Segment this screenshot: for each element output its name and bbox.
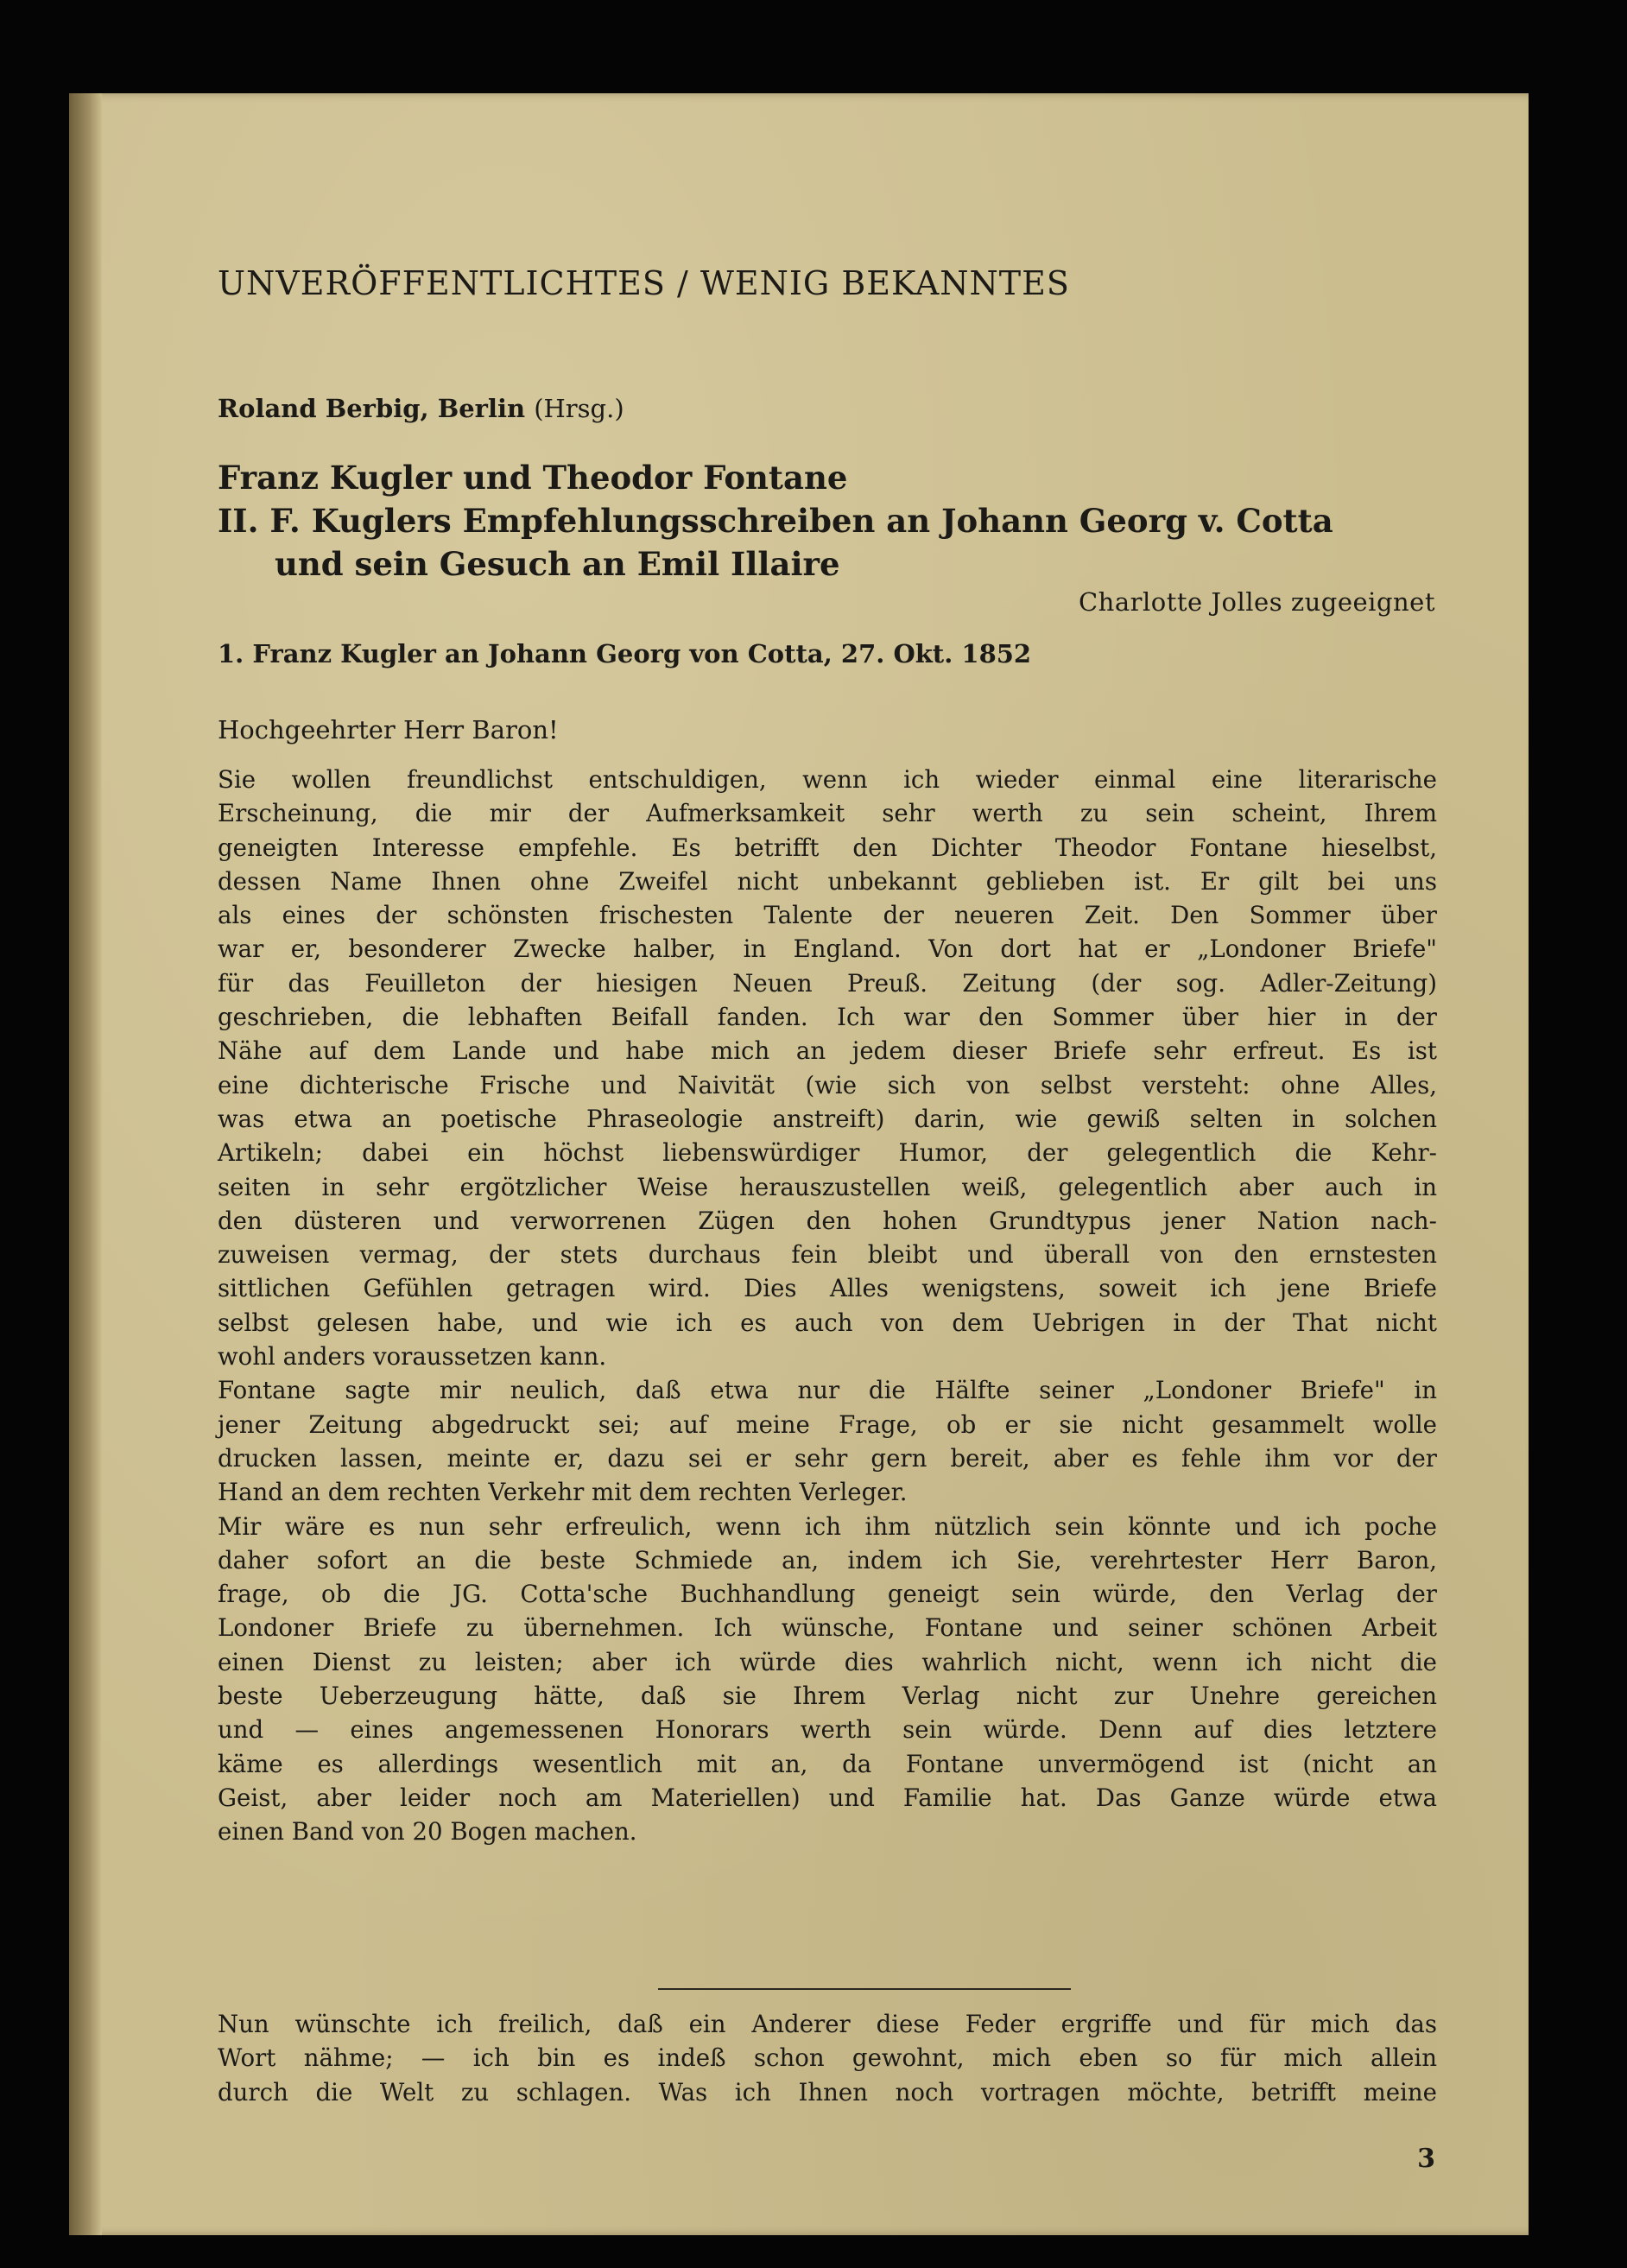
text-line: sittlichen Gefühlen getragen wird. Dies Alles wenigstens, soweit ich jene Briefe: [218, 1274, 1437, 1303]
text-line: Nähe auf dem Lande und habe mich an jedem dieser Briefe sehr erfreut. Es ist: [218, 1036, 1437, 1066]
editor-name: Roland Berbig, Berlin: [218, 394, 526, 423]
section-divider: [658, 1988, 1071, 1990]
editor-line: [218, 394, 624, 423]
salutation: Hochgeehrter Herr Baron!: [218, 715, 559, 744]
article-title-line: Franz Kugler und Theodor Fontane: [218, 459, 848, 497]
text-line: zuweisen vermag, der stets durchaus fein bleibt und überall von den ernstesten: [218, 1240, 1437, 1270]
text-line: war er, besonderer Zwecke halber, in England. Von dort hat er „Londoner Briefe": [218, 934, 1437, 964]
text-line: Erscheinung, die mir der Aufmerksamkeit sehr werth zu sein scheint, Ihrem: [218, 799, 1437, 828]
page-number: 3: [1417, 2144, 1435, 2174]
letter-continuation: [218, 2007, 1437, 2109]
text-line: was etwa an poetische Phraseologie anstreift) darin, wie gewiß selten in solchen: [218, 1104, 1437, 1133]
text-line: Londoner Briefe zu übernehmen. Ich wünsche, Fontane und seiner schönen Arbeit: [218, 1613, 1437, 1643]
text-line: einen Band von 20 Bogen machen.: [218, 1817, 637, 1847]
editor-role: (Hrsg.): [534, 394, 624, 423]
text-line: Mir wäre es nun sehr erfreulich, wenn ich ihm nützlich sein könnte und ich poche: [218, 1511, 1437, 1541]
text-line: daher sofort an die beste Schmiede an, indem ich Sie, verehrtester Herr Baron,: [218, 1545, 1437, 1574]
dedication: Charlotte Jolles zugeeignet: [1078, 587, 1435, 617]
text-line: drucken lassen, meinte er, dazu sei er sehr gern bereit, aber es fehle ihm vor der: [218, 1443, 1437, 1473]
text-line: Artikeln; dabei ein höchst liebenswürdiger Humor, der gelegentlich die Kehr-: [218, 1138, 1437, 1168]
text-line: frage, ob die JG. Cotta'sche Buchhandlung geneigt sein würde, den Verlag der: [218, 1580, 1437, 1609]
text-line: für das Feuilleton der hiesigen Neuen Preuß. Zeitung (der sog. Adler-Zeitung): [218, 968, 1437, 998]
article-title: [218, 456, 1333, 586]
text-line: Fontane sagte mir neulich, daß etwa nur die Hälfte seiner „Londoner Briefe" in: [218, 1376, 1437, 1405]
text-line: geschrieben, die lebhaften Beifall fanden. Ich war den Sommer über hier in der: [218, 1003, 1437, 1032]
letter-heading: 1. Franz Kugler an Johann Georg von Cotta, 27. Okt. 1852: [218, 639, 1032, 668]
text-line: beste Ueberzeugung hätte, daß sie Ihrem Verlag nicht zur Unehre gereichen: [218, 1682, 1437, 1711]
text-line: dessen Name Ihnen ohne Zweifel nicht unbekannt geblieben ist. Er gilt bei uns: [218, 866, 1437, 896]
text-line: wohl anders voraussetzen kann.: [218, 1342, 607, 1372]
text-line: jener Zeitung abgedruckt sei; auf meine Frage, ob er sie nicht gesammelt wolle: [218, 1410, 1437, 1439]
text-line: einen Dienst zu leisten; aber ich würde dies wahrlich nicht, wenn ich nicht die: [218, 1647, 1437, 1676]
text-line: und — eines angemessenen Honorars werth sein würde. Denn auf dies letztere: [218, 1715, 1437, 1745]
letter-body: [218, 763, 1437, 1849]
text-line: den düsteren und verworrenen Zügen den hohen Grundtypus jener Nation nach-: [218, 1206, 1437, 1235]
book-page: [69, 93, 1529, 2235]
section-title: UNVERÖFFENTLICHTES / WENIG BEKANNTES: [218, 264, 1070, 302]
text-line: eine dichterische Frische und Naivität (wie sich von selbst versteht: ohne Alles,: [218, 1070, 1437, 1099]
text-line: geneigten Interesse empfehle. Es betrifft den Dichter Theodor Fontane hieselbst,: [218, 833, 1437, 862]
text-line: Nun wünschte ich freilich, daß ein Anderer diese Feder ergriffe und für mich das: [218, 2010, 1437, 2038]
text-line: Geist, aber leider noch am Materiellen) und Familie hat. Das Ganze würde etwa: [218, 1783, 1437, 1812]
text-line: als eines der schönsten frischesten Talente der neueren Zeit. Den Sommer über: [218, 901, 1437, 930]
text-line: Hand an dem rechten Verkehr mit dem rechten Verleger.: [218, 1478, 908, 1507]
book-spine-shadow: [69, 93, 102, 2235]
text-line: Sie wollen freundlichst entschuldigen, wenn ich wieder einmal eine literarische: [218, 765, 1437, 794]
text-line: selbst gelesen habe, und wie ich es auch von dem Uebrigen in der That nicht: [218, 1308, 1437, 1337]
text-line: durch die Welt zu schlagen. Was ich Ihnen noch vortragen möchte, betrifft meine: [218, 2077, 1437, 2106]
text-line: Wort nähme; — ich bin es indeß schon gewohnt, mich eben so für mich allein: [218, 2043, 1437, 2073]
article-title-line: II. F. Kuglers Empfehlungsschreiben an Johann Georg v. Cotta: [218, 502, 1333, 540]
text-line: käme es allerdings wesentlich mit an, da Fontane unvermögend ist (nicht an: [218, 1749, 1437, 1778]
article-title-line: und sein Gesuch an Emil Illaire: [275, 545, 840, 583]
text-line: seiten in sehr ergötzlicher Weise herauszustellen weiß, gelegentlich aber auch in: [218, 1172, 1437, 1201]
